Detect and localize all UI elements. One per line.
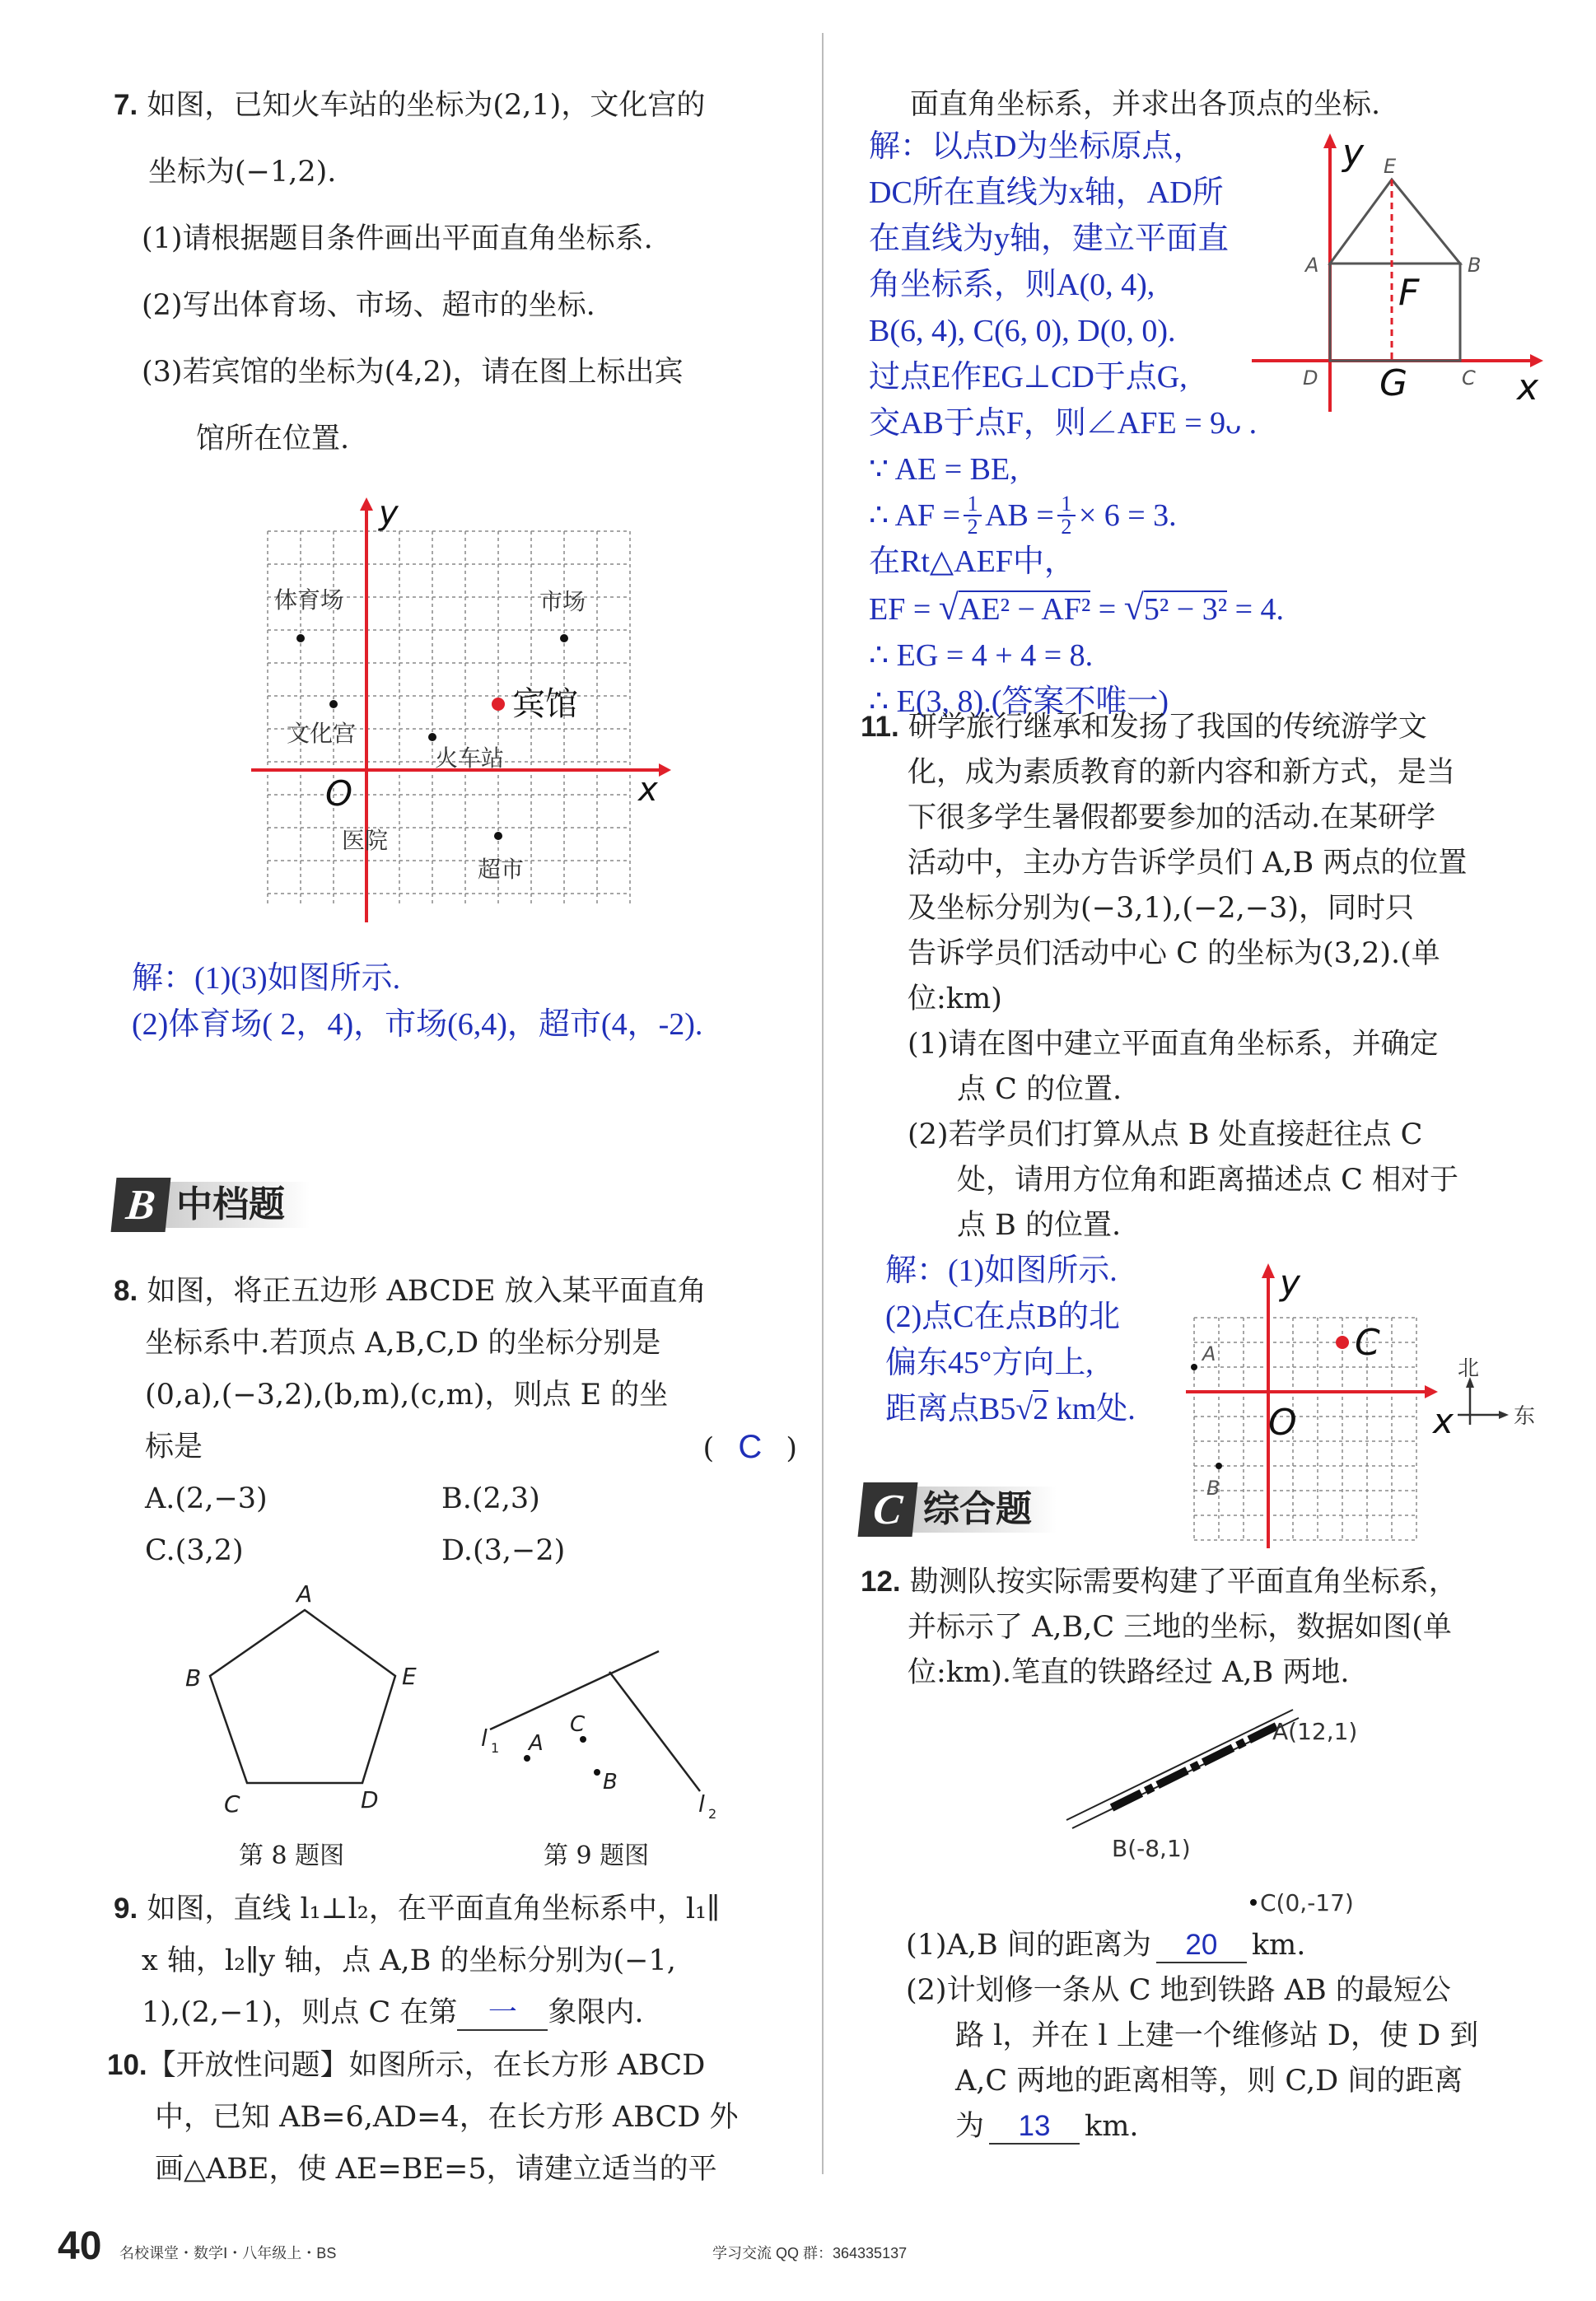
solution-line: ∴ EG = 4 + 4 = 8. xyxy=(869,638,1094,673)
point-b xyxy=(1216,1463,1222,1469)
solution-line: (2)体育场( 2，4)，市场(6,4)，超市(4，-2). xyxy=(132,1007,703,1042)
question-text: (0,a),(−3,2),(b,m),(c,m)，则点 E 的坐 xyxy=(145,1379,669,1412)
label-huochezhan: 火车站 xyxy=(435,744,505,772)
x-label: x xyxy=(1433,1401,1454,1441)
question-11 xyxy=(861,704,1552,1249)
question-text: 1),(2,−1)，则点 C 在第 xyxy=(142,1996,458,2029)
question-text: 坐标系中.若顶点 A,B,C,D 的坐标分别是 xyxy=(145,1327,661,1360)
point-binguan xyxy=(492,698,505,711)
origin-label: O xyxy=(1268,1402,1297,1444)
solution-line: ∵ AE = BE, xyxy=(869,452,1018,487)
solution-text: km处. xyxy=(1048,1392,1136,1426)
solution-line: 在Rt△AEF中， xyxy=(869,544,1076,579)
point-c xyxy=(580,1736,586,1743)
q12-answer-1: 20 xyxy=(1156,1929,1247,1963)
part-1-cont: 点 C 的位置. xyxy=(957,1073,1122,1106)
vertex-d: D xyxy=(361,1786,379,1813)
q12-answer-2: 13 xyxy=(989,2110,1080,2145)
footer-book: 名校课堂・数学Ⅰ・八年级上・BS xyxy=(119,2245,337,2261)
label-shichang: 市场 xyxy=(539,588,586,615)
fraction-denominator: 2 xyxy=(967,515,978,539)
page-number: 40 xyxy=(58,2224,102,2268)
part-2-cont: 路 l，并在 l 上建一个维修站 D，使 D 到 xyxy=(955,2019,1479,2052)
part-2-cont: 处，请用方位角和距离描述点 C 相对于 xyxy=(957,1164,1459,1197)
y-label: y xyxy=(1342,132,1365,174)
q8-answer: C xyxy=(738,1429,763,1465)
question-text: 化，成为素质教育的新内容和新方式，是当 xyxy=(908,756,1456,789)
label-c: C xyxy=(1462,366,1476,390)
label-a: A xyxy=(1202,1342,1216,1365)
label-a: A xyxy=(1305,254,1319,277)
radicand: 2 xyxy=(1033,1392,1049,1426)
label-d: D xyxy=(1303,366,1318,390)
point-huochezhan xyxy=(428,733,436,741)
q9-answer-blank: 一 xyxy=(457,1996,548,2031)
solution-line: ∴ E(3, 8).(答案不唯一) xyxy=(869,684,1169,719)
solution-line: (2)点C在点B的北 xyxy=(885,1300,1121,1334)
part-2: (2)若学员们打算从点 B 处直接赶往点 C xyxy=(908,1118,1423,1151)
question-text: 下很多学生暑假都要参加的活动.在某研学 xyxy=(908,801,1436,834)
pentagon xyxy=(210,1610,395,1783)
solution-line xyxy=(869,492,1330,539)
question-text: 位:km).笔直的铁路经过 A,B 两地. xyxy=(908,1656,1350,1689)
fraction-numerator: 1 xyxy=(1061,492,1072,516)
question-number: 9. xyxy=(114,1893,138,1925)
label-b: B xyxy=(1468,254,1482,277)
solution-line: 角坐标系，则A(0, 4), xyxy=(869,268,1155,302)
question-text: 中，已知 AB=6,AD=4，在长方形 ABCD 外 xyxy=(155,2101,739,2134)
solution-line: 过点E作EG⊥CD于点G, xyxy=(869,360,1188,394)
section-c-header xyxy=(861,1482,1057,1537)
option-c: C.(3,2) xyxy=(145,1534,244,1567)
part-2: (2)计划修一条从 C 地到铁路 AB 的最短公 xyxy=(906,1974,1451,2007)
solution-line: 距离点B5√2 km处. xyxy=(885,1392,1136,1426)
question-7 xyxy=(114,82,797,462)
solution-line: DC所在直线为x轴，AD所 xyxy=(869,175,1224,210)
q12-railway-figure xyxy=(1062,1697,1408,1927)
label-tiyuchang: 体育场 xyxy=(274,586,344,614)
option-b: B.(2,3) xyxy=(441,1482,540,1515)
option-d: D.(3,−2) xyxy=(441,1534,566,1567)
fraction-denominator: 2 xyxy=(1061,515,1072,539)
part-1: (1)A,B 间的距离为 xyxy=(906,1929,1151,1962)
label-binguan: 宾馆 xyxy=(512,685,578,723)
question-number: 10. xyxy=(107,2049,147,2081)
part-1: (1)请在图中建立平面直角坐标系，并确定 xyxy=(908,1028,1439,1061)
label-a: A xyxy=(529,1731,544,1756)
question-text: 象限内. xyxy=(548,1996,644,2029)
solution-line: 解：(1)如图所示. xyxy=(885,1253,1118,1288)
label-l1-sub: 1 xyxy=(491,1740,500,1756)
solution-line: 解：以点D为坐标原点， xyxy=(869,129,1205,164)
solution-line: 解：(1)(3)如图所示. xyxy=(132,961,401,996)
question-text: 并标示了 A,B,C 三地的坐标，数据如图(单 xyxy=(908,1611,1452,1644)
part-1-unit: km. xyxy=(1251,1929,1306,1962)
label-f: F xyxy=(1398,272,1420,314)
question-12 xyxy=(861,1559,1552,1696)
origin-label: O xyxy=(325,773,353,814)
label-l2: l xyxy=(698,1790,705,1818)
question-text: 告诉学员们活动中心 C 的坐标为(3,2).(单 xyxy=(908,937,1440,970)
caption-fig-9: 第 9 题图 xyxy=(544,1841,650,1870)
label-l2-sub: 2 xyxy=(708,1806,717,1822)
label-c: C xyxy=(570,1712,586,1737)
point-shichang xyxy=(560,634,568,642)
point-c xyxy=(1336,1336,1349,1349)
option-a: A.(2,−3) xyxy=(145,1482,268,1515)
question-10 xyxy=(107,2042,807,2192)
radicand: 5² − 3² xyxy=(1143,592,1228,627)
question-text: 画△ABE，使 AE=BE=5，请建立适当的平 xyxy=(155,2153,717,2186)
label-g: G xyxy=(1379,362,1408,404)
point-tiyuchang xyxy=(296,634,305,642)
question-text: 活动中，主办方告诉学员们 A,B 两点的位置 xyxy=(908,847,1468,880)
east-label: 东 xyxy=(1514,1404,1536,1429)
part-1: (1)请根据题目条件画出平面直角坐标系. xyxy=(142,222,653,255)
x-label: x xyxy=(638,771,658,809)
footer-qq: 学习交流 QQ 群：364335137 xyxy=(712,2245,908,2261)
x-label: x xyxy=(1517,366,1539,408)
part-2-unit: km. xyxy=(1085,2110,1139,2143)
part-2-cont: A,C 两地的距离相等，则 C,D 间的距离 xyxy=(955,2065,1463,2098)
point-wenhuagong xyxy=(329,700,338,708)
solution-text: × 6 = 3. xyxy=(1078,498,1177,533)
part-2-cont: 为 xyxy=(955,2110,985,2143)
caption-fig-8: 第 8 题图 xyxy=(239,1841,345,1870)
solution-line: 交AB于点F，则∠AFE = 9ᴗ . xyxy=(869,406,1258,441)
q9-lines-figure xyxy=(478,1647,725,1828)
part-2: (2)写出体育场、市场、超市的坐标. xyxy=(142,289,595,322)
question-text: 研学旅行继承和发扬了我国的传统游学文 xyxy=(908,711,1427,744)
vertex-b: B xyxy=(185,1664,202,1692)
section-title: 中档题 xyxy=(165,1182,310,1228)
solution-line: 在直线为y轴，建立平面直 xyxy=(869,222,1230,256)
question-number: 8. xyxy=(114,1275,138,1307)
label-e: E xyxy=(1384,155,1397,178)
question-number: 7. xyxy=(114,89,138,121)
question-9 xyxy=(114,1886,797,2036)
y-label: y xyxy=(379,494,399,532)
north-label: 北 xyxy=(1458,1356,1480,1381)
railway-line-1 xyxy=(1066,1710,1293,1820)
solution-text: 距离点B5 xyxy=(885,1392,1016,1426)
question-text: 勘测队按实际需要构建了平面直角坐标系， xyxy=(909,1566,1458,1599)
point-b xyxy=(594,1769,600,1776)
question-text: 坐标为(−1,2). xyxy=(148,156,337,189)
part-2-cont: 点 B 的位置. xyxy=(957,1209,1122,1242)
solution-text: = xyxy=(1090,592,1124,627)
q10-continuation: 面直角坐标系，并求出各顶点的坐标. xyxy=(910,88,1381,121)
label-a: A(12,1) xyxy=(1272,1718,1358,1745)
solution-text: EF = xyxy=(869,592,939,627)
solution-text: AB = xyxy=(985,498,1054,533)
question-text: 【开放性问题】如图所示，在长方形 ABCD xyxy=(147,2049,706,2082)
vertex-c: C xyxy=(224,1790,240,1818)
y-label: y xyxy=(1280,1263,1300,1303)
q8-pentagon-figure xyxy=(181,1577,436,1824)
fraction-numerator: 1 xyxy=(967,492,978,516)
label-b: B xyxy=(603,1770,618,1795)
column-divider xyxy=(822,33,824,2174)
question-text: 如图，将正五边形 ABCDE 放入某平面直角 xyxy=(147,1275,707,1308)
q12-parts xyxy=(906,1923,1565,2149)
point-chaoshi xyxy=(494,832,502,840)
question-text: 如图，已知火车站的坐标为(2,1)，文化宫的 xyxy=(147,89,706,122)
q11-coordinate-figure xyxy=(1186,1260,1565,1548)
vertex-a: A xyxy=(296,1580,313,1608)
line-l2 xyxy=(609,1672,700,1791)
part-3: (3)若宾馆的坐标为(4,2)，请在图上标出宾 xyxy=(142,356,684,389)
label-yiyuan: 医院 xyxy=(342,827,389,854)
point-c xyxy=(1250,1899,1257,1906)
label-b: B(-8,1) xyxy=(1112,1835,1191,1862)
solution-line: 偏东45°方向上, xyxy=(885,1346,1094,1380)
section-title: 综合题 xyxy=(912,1487,1057,1533)
railway-track xyxy=(1112,1726,1276,1808)
label-c: C xyxy=(1355,1322,1380,1364)
solution-line: B(6, 4), C(6, 0), D(0, 0). xyxy=(869,314,1176,348)
q7-solution xyxy=(132,955,702,1048)
label-c: C(0,-17) xyxy=(1260,1889,1354,1916)
rectangle-abcd xyxy=(1330,264,1460,361)
label-l1: l xyxy=(481,1725,488,1752)
q11-solution xyxy=(885,1248,1182,1432)
question-8: 8. 如图，将正五边形 ABCDE 放入某平面直角 坐标系中.若顶点 A,B,C,D 的坐标分别是 (0,a),(−3,2),(b,m),(c,m)，则点 E 的坐 标是 ( C ) A.(2,−3) B.(2,3) C.(3,2) D.(3,−2) xyxy=(114,1268,797,1574)
question-text: 位:km) xyxy=(908,982,1002,1015)
question-text: 标是 xyxy=(145,1431,203,1463)
point-a xyxy=(1191,1364,1197,1370)
vertex-e: E xyxy=(402,1663,417,1690)
label-chaoshi: 超市 xyxy=(478,856,525,883)
question-number: 12. xyxy=(861,1566,901,1598)
q7-coordinate-grid xyxy=(247,494,675,922)
solution-text: = 4. xyxy=(1227,592,1285,627)
q10-rectangle-triangle-figure xyxy=(1252,132,1548,412)
solution-line: EF = √AE² − AF² = √5² − 3² = 4. xyxy=(869,587,1285,628)
question-text: 如图，直线 l₁⊥l₂，在平面直角坐标系中，l₁∥ xyxy=(147,1893,721,1925)
part-3-cont: 馆所在位置. xyxy=(196,422,350,455)
section-badge: B xyxy=(111,1178,171,1232)
point-a xyxy=(524,1755,530,1762)
section-b-header xyxy=(114,1178,310,1232)
label-b: B xyxy=(1206,1477,1220,1500)
label-wenhuagong: 文化宫 xyxy=(287,720,357,747)
radicand: AE² − AF² xyxy=(958,592,1091,627)
solution-text: ∴ AF = xyxy=(869,498,961,533)
question-number: 11. xyxy=(861,711,899,743)
question-text: x 轴，l₂∥y 轴，点 A,B 的坐标分别为(−1, xyxy=(142,1944,676,1977)
section-badge: C xyxy=(858,1482,918,1537)
question-text: 及坐标分别为(−3,1),(−2,−3)，同时只 xyxy=(908,892,1415,925)
triangle-abe xyxy=(1330,180,1460,264)
